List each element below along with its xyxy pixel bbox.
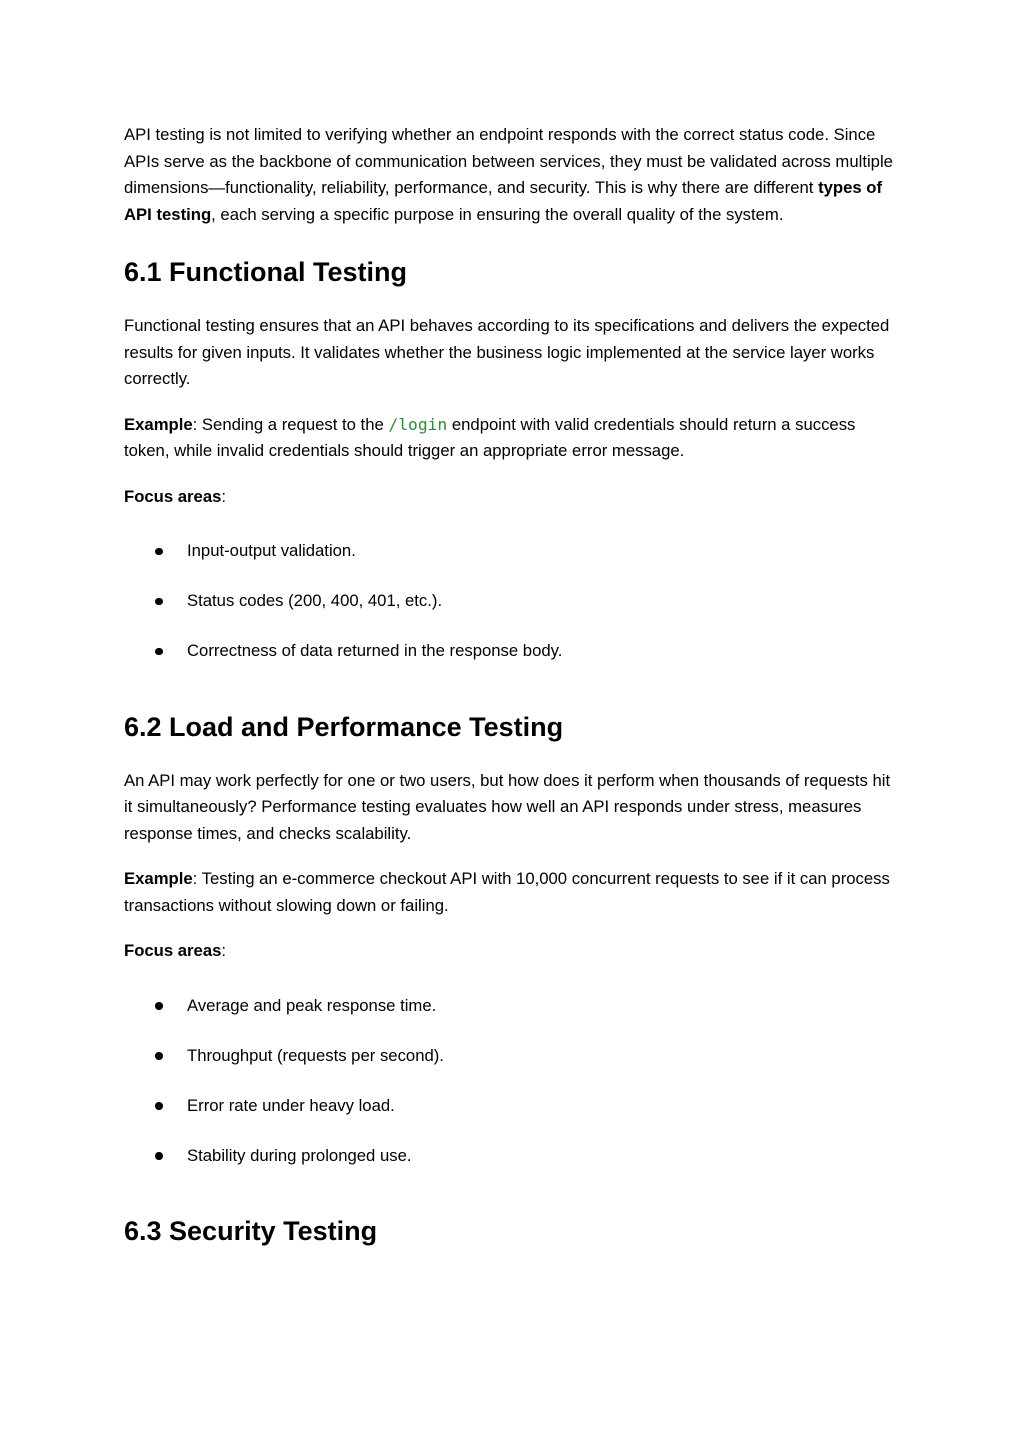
list-item xyxy=(124,588,900,615)
intro-text-before: API testing is not limited to verifying whether an endpoint responds with the correct status code. Since APIs serve as the backbone of communication between services, they must be validated across multiple dimensions—functionality, reliability, performance, and security. This is why there are different xyxy=(124,125,893,197)
list-item xyxy=(124,993,900,1020)
bullet-icon xyxy=(155,1002,163,1010)
list-item xyxy=(124,1043,900,1070)
bullet-icon xyxy=(155,1102,163,1110)
focus-list-6-1 xyxy=(124,538,900,665)
list-item xyxy=(124,1143,900,1170)
intro-text-after: , each serving a specific purpose in ensuring the overall quality of the system. xyxy=(211,204,784,224)
focus-areas-colon: : xyxy=(221,486,227,506)
list-item-text: Correctness of data returned in the response body. xyxy=(187,641,563,660)
section-6-2-body: An API may work perfectly for one or two users, but how does it perform when thousands of requests hit it simultaneously? Performance testing evaluates how well an API responds under stress, measures response times, and checks scalability. xyxy=(124,770,891,843)
inline-code-login-endpoint: /login xyxy=(388,414,448,434)
intro-bold-phrase: types of API testing xyxy=(124,178,883,224)
bullet-icon xyxy=(155,548,163,556)
list-item-text: Status codes (200, 400, 401, etc.). xyxy=(187,591,443,610)
intro-paragraph xyxy=(124,122,900,228)
section-heading-6-2: 6.2 Load and Performance Testing xyxy=(124,711,564,742)
section-6-1-example xyxy=(124,412,900,465)
section-6-2-focus-areas xyxy=(124,938,900,965)
bullet-icon xyxy=(155,598,163,606)
focus-list-6-2 xyxy=(124,993,900,1170)
list-item-text: Input-output validation. xyxy=(187,541,356,560)
list-item-text: Error rate under heavy load. xyxy=(187,1095,395,1115)
focus-areas-label: Focus areas xyxy=(124,486,222,506)
list-item xyxy=(124,638,900,665)
bullet-icon xyxy=(155,1052,163,1060)
example-text: : Testing an e-commerce checkout API with 10,000 concurrent requests to see if it can process transactions without slowing down or failing. xyxy=(124,869,890,915)
focus-areas-label: Focus areas xyxy=(124,941,222,960)
section-6-1-focus-areas xyxy=(124,484,900,511)
list-item-text: Stability during prolonged use. xyxy=(187,1145,412,1165)
list-item xyxy=(124,1093,900,1120)
list-item-text: Average and peak response time. xyxy=(187,995,437,1015)
list-item-text: Throughput (requests per second). xyxy=(187,1045,444,1065)
section-heading-6-1: 6.1 Functional Testing xyxy=(124,257,408,287)
example-label: Example xyxy=(124,869,193,888)
example-text-before-code: : Sending a request to the xyxy=(192,414,389,434)
example-text-after-code: endpoint with valid credentials should return a success token, while invalid credentials should trigger an appropriate error message. xyxy=(124,414,856,460)
bullet-icon xyxy=(155,648,163,656)
list-item xyxy=(124,538,900,565)
example-label: Example xyxy=(124,414,193,434)
section-6-2-example xyxy=(124,866,900,919)
bullet-icon xyxy=(155,1152,163,1160)
focus-areas-colon: : xyxy=(221,941,227,960)
section-6-1-body: Functional testing ensures that an API behaves according to its specifications and delivers the expected results for given inputs. It validates whether the business logic implemented at the service layer works correctly. xyxy=(124,316,890,388)
section-heading-6-3: 6.3 Security Testing xyxy=(124,1216,378,1246)
